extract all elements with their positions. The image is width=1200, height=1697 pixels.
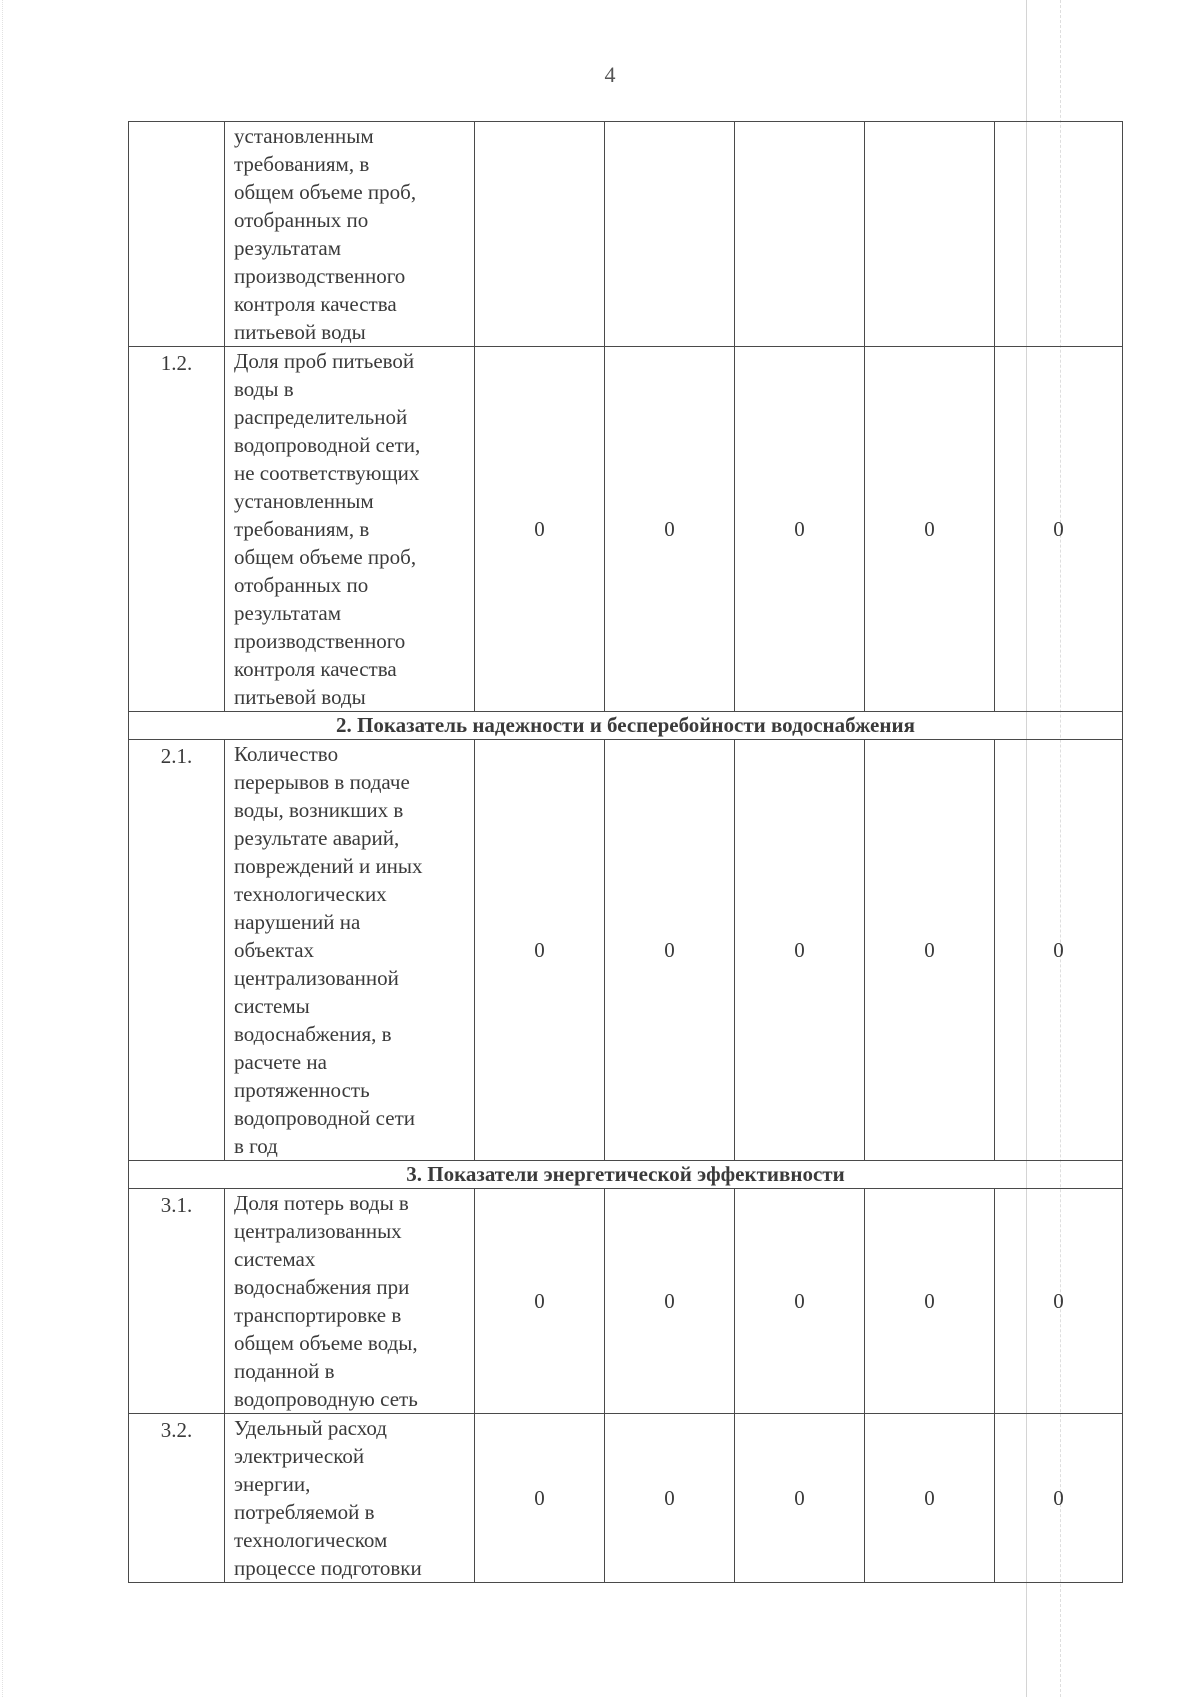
description-line: водоснабжения при (234, 1275, 410, 1299)
description-line: Доля проб питьевой (234, 349, 415, 373)
description-line: водопроводной сети (234, 1106, 415, 1130)
description-line: системах (234, 1247, 316, 1271)
value-cell: 0 (865, 1414, 995, 1583)
description-line: технологическом (234, 1528, 388, 1552)
value-cell: 0 (865, 347, 995, 712)
value-cell: 0 (735, 347, 865, 712)
row-number: 3.1. (129, 1189, 225, 1414)
description-line: требованиям, в (234, 517, 370, 541)
value-cell: 0 (605, 1414, 735, 1583)
scan-edge-marks (2, 0, 3, 1697)
description-line: водопроводной сети, (234, 433, 421, 457)
description-line: централизованной (234, 966, 399, 990)
description-line: питьевой воды (234, 685, 366, 709)
value-cell: 0 (475, 1189, 605, 1414)
value-cell: 0 (605, 740, 735, 1161)
row-number (129, 122, 225, 347)
row-number: 2.1. (129, 740, 225, 1161)
description-line: установленным (234, 489, 374, 513)
description-line: энергии, (234, 1472, 311, 1496)
value-cell: 0 (475, 347, 605, 712)
description-line: контроля качества (234, 292, 397, 316)
value-cell (735, 122, 865, 347)
value-cell: 0 (735, 1414, 865, 1583)
value-cell (995, 122, 1123, 347)
section-title: 2. Показатель надежности и бесперебойности водоснабжения (129, 712, 1123, 740)
description-line: процессе подготовки (234, 1556, 422, 1580)
section-header-row (129, 712, 1123, 740)
description-line: транспортировке в (234, 1303, 402, 1327)
description-line: системы (234, 994, 310, 1018)
indicator-description (225, 347, 475, 712)
description-line: Количество (234, 742, 339, 766)
page-number: 4 (604, 62, 616, 87)
description-line: в год (234, 1134, 278, 1158)
description-line: отобранных по (234, 208, 369, 232)
table-row (129, 122, 1123, 347)
description-line: результатам (234, 236, 342, 260)
description-line: технологических (234, 882, 387, 906)
description-line: воды, возникших в (234, 798, 404, 822)
section-header-row (129, 1161, 1123, 1189)
description-line: результате аварий, (234, 826, 400, 850)
description-line: протяженность (234, 1078, 370, 1102)
description-line: отобранных по (234, 573, 369, 597)
description-line: воды в (234, 377, 294, 401)
table-row (129, 740, 1123, 1161)
description-line: установленным (234, 124, 374, 148)
description-line: требованиям, в (234, 152, 370, 176)
value-cell: 0 (475, 1414, 605, 1583)
value-cell: 0 (735, 740, 865, 1161)
value-cell (475, 122, 605, 347)
indicators-table (128, 121, 1123, 1583)
description-line: питьевой воды (234, 320, 366, 344)
description-line: не соответствующих (234, 461, 420, 485)
description-line: перерывов в подаче (234, 770, 410, 794)
value-cell: 0 (995, 1189, 1123, 1414)
indicator-description (225, 1189, 475, 1414)
description-line: электрической (234, 1444, 365, 1468)
description-line: централизованных (234, 1219, 402, 1243)
value-cell: 0 (735, 1189, 865, 1414)
table-row (129, 1414, 1123, 1583)
description-line: водопроводную сеть (234, 1387, 418, 1411)
description-line: Удельный расход (234, 1416, 387, 1440)
description-line: производственного (234, 629, 406, 653)
description-line: общем объеме проб, (234, 180, 417, 204)
value-cell: 0 (605, 347, 735, 712)
indicator-description (225, 740, 475, 1161)
description-line: распределительной (234, 405, 408, 429)
description-line: потребляемой в (234, 1500, 375, 1524)
value-cell: 0 (605, 1189, 735, 1414)
value-cell: 0 (865, 1189, 995, 1414)
value-cell (605, 122, 735, 347)
row-number: 1.2. (129, 347, 225, 712)
section-title: 3. Показатели энергетической эффективности (129, 1161, 1123, 1189)
description-line: повреждений и иных (234, 854, 423, 878)
table-row (129, 1189, 1123, 1414)
description-line: водоснабжения, в (234, 1022, 392, 1046)
description-line: Доля потерь воды в (234, 1191, 409, 1215)
description-line: результатам (234, 601, 342, 625)
description-line: расчете на (234, 1050, 327, 1074)
description-line: производственного (234, 264, 406, 288)
value-cell: 0 (995, 347, 1123, 712)
description-line: общем объеме проб, (234, 545, 417, 569)
value-cell (865, 122, 995, 347)
description-line: объектах (234, 938, 315, 962)
description-line: нарушений на (234, 910, 361, 934)
value-cell: 0 (995, 740, 1123, 1161)
description-line: поданной в (234, 1359, 335, 1383)
row-number: 3.2. (129, 1414, 225, 1583)
indicator-description (225, 1414, 475, 1583)
table-body (129, 122, 1123, 1583)
description-line: контроля качества (234, 657, 397, 681)
description-line: общем объеме воды, (234, 1331, 418, 1355)
indicator-description (225, 122, 475, 347)
value-cell: 0 (995, 1414, 1123, 1583)
value-cell: 0 (475, 740, 605, 1161)
table-row (129, 347, 1123, 712)
value-cell: 0 (865, 740, 995, 1161)
